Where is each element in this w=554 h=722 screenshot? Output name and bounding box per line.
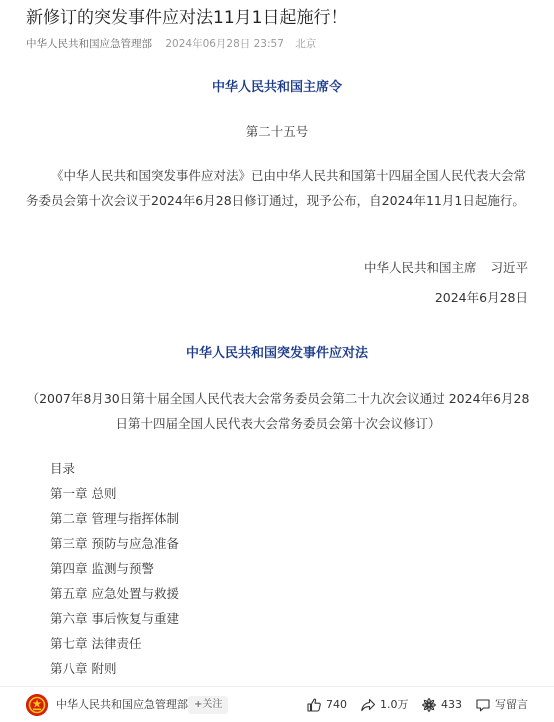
share-button[interactable] — [360, 696, 409, 714]
signature-issuer: 中华人民共和国主席 — [363, 260, 477, 275]
table-of-contents — [50, 456, 179, 681]
publish-location: 北京 — [295, 38, 317, 50]
comment-bubble-icon — [475, 697, 491, 713]
toc-item: 第八章 附则 — [50, 661, 117, 676]
signature-issuer-line — [364, 258, 528, 278]
article-author-link[interactable]: 中华人民共和国应急管理部 — [26, 38, 152, 50]
signature-date: 2024年6月28日 — [434, 290, 528, 305]
account-avatar[interactable] — [26, 694, 48, 716]
article-title: 新修订的突发事件应对法11月1日起施行！ — [26, 8, 348, 28]
order-text: 《中华人民共和国突发事件应对法》已由中华人民共和国第十四届全国人民代表大会常务委员会第十次会议于2024年6月28日修订通过，现予公布，自2024年11月1日起施行。 — [26, 168, 527, 208]
flower-icon — [421, 697, 437, 713]
order-title: 中华人民共和国主席令 — [211, 80, 342, 95]
bottom-action-bar — [0, 686, 554, 722]
write-comment-button[interactable] — [475, 696, 528, 714]
toc-heading: 目录 — [50, 461, 76, 476]
toc-item: 第七章 法律责任 — [50, 636, 142, 651]
toc-item: 第一章 总则 — [50, 486, 117, 501]
thumbs-up-icon — [306, 697, 322, 713]
share-arrow-icon — [360, 697, 376, 713]
account-name[interactable]: 中华人民共和国应急管理部 — [56, 698, 188, 711]
publish-time: 2024年06月28日 23:57 — [165, 38, 284, 50]
toc-item: 第六章 事后恢复与重建 — [50, 611, 179, 626]
law-note: （2007年8月30日第十届全国人民代表大会常务委员会第二十九次会议通过 2024年6月28日第十四届全国人民代表大会常务委员会第十次会议修订） — [26, 391, 530, 431]
article-meta — [26, 36, 316, 52]
signature-name: 习近平 — [490, 260, 528, 275]
law-title: 中华人民共和国突发事件应对法 — [185, 346, 368, 361]
order-number: 第二十五号 — [245, 124, 309, 139]
toc-item: 第三章 预防与应急准备 — [50, 536, 179, 551]
toc-list — [50, 481, 179, 681]
like-count: 740 — [326, 698, 347, 711]
wow-button[interactable] — [421, 696, 462, 714]
write-comment-label: 写留言 — [495, 698, 528, 711]
wow-count: 433 — [441, 698, 462, 711]
like-button[interactable] — [306, 696, 347, 714]
toc-item: 第四章 监测与预警 — [50, 561, 154, 576]
toc-item: 第二章 管理与指挥体制 — [50, 511, 179, 526]
national-emblem-icon — [26, 694, 48, 716]
share-count: 1.0万 — [380, 698, 409, 711]
follow-button[interactable]: +关注 — [188, 696, 228, 714]
toc-item: 第五章 应急处置与救援 — [50, 586, 179, 601]
